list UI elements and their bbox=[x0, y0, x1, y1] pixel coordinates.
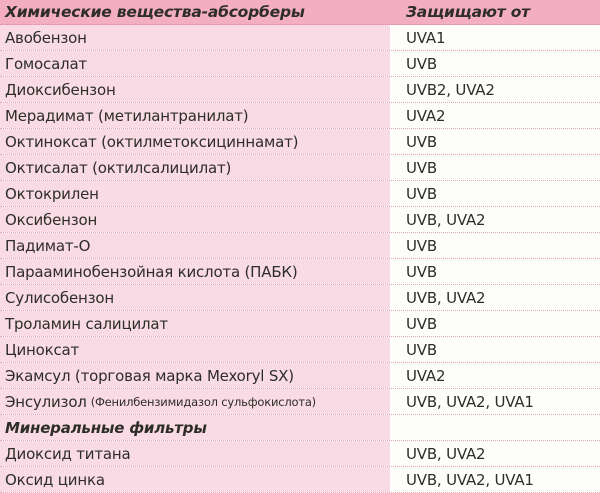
chemical-name: Авобензон bbox=[5, 28, 87, 47]
table-row bbox=[0, 311, 600, 337]
table-header-row bbox=[0, 0, 600, 25]
chemical-name-cell bbox=[0, 467, 390, 492]
chemical-name: Оксид цинка bbox=[5, 470, 105, 489]
chemical-name-cell bbox=[0, 337, 390, 362]
chemical-name-cell bbox=[0, 25, 390, 50]
chemical-name: Экамсул (торговая марка Mexoryl SX) bbox=[5, 366, 294, 385]
protection-cell bbox=[390, 233, 600, 258]
table-row bbox=[0, 155, 600, 181]
table-row bbox=[0, 233, 600, 259]
protection-cell bbox=[390, 285, 600, 310]
table-row bbox=[0, 51, 600, 77]
header-cell-protection bbox=[390, 0, 600, 24]
column-header-chemicals: Химические вещества-абсорберы bbox=[5, 3, 305, 21]
chemical-name-cell bbox=[0, 181, 390, 206]
protection-cell bbox=[390, 103, 600, 128]
chemical-name: Оксибензон bbox=[5, 210, 98, 229]
protection-value: UVA2 bbox=[406, 366, 446, 385]
protection-value: UVB bbox=[406, 132, 437, 151]
chemical-name-cell bbox=[0, 155, 390, 180]
protection-cell bbox=[390, 77, 600, 102]
chemical-name-cell bbox=[0, 363, 390, 388]
protection-cell bbox=[390, 311, 600, 336]
table-row bbox=[0, 25, 600, 51]
section-row bbox=[0, 415, 600, 441]
protection-value: UVB2, UVA2 bbox=[406, 80, 495, 99]
chemical-name-cell bbox=[0, 77, 390, 102]
chemical-name: Диоксибензон bbox=[5, 80, 116, 99]
chemical-name: Диоксид титана bbox=[5, 444, 131, 463]
protection-cell bbox=[390, 259, 600, 284]
protection-value: UVB, UVA2, UVA1 bbox=[406, 470, 534, 489]
chemical-name: Октиноксат (октилметоксициннамат) bbox=[5, 132, 299, 151]
protection-cell bbox=[390, 207, 600, 232]
protection-cell bbox=[390, 25, 600, 50]
table-row bbox=[0, 181, 600, 207]
protection-cell bbox=[390, 129, 600, 154]
chemical-name: Падимат-О bbox=[5, 236, 91, 255]
section-cell-empty bbox=[390, 415, 600, 440]
table-row bbox=[0, 103, 600, 129]
protection-value: UVB bbox=[406, 236, 437, 255]
chemical-name-note: (Фенилбензимидазол сульфокислота) bbox=[90, 394, 316, 409]
protection-value: UVB bbox=[406, 184, 437, 203]
protection-value: UVB, UVA2, UVA1 bbox=[406, 392, 534, 411]
protection-value: UVB bbox=[406, 262, 437, 281]
table-row bbox=[0, 441, 600, 467]
table-row bbox=[0, 259, 600, 285]
protection-cell bbox=[390, 389, 600, 414]
chemical-name-cell bbox=[0, 207, 390, 232]
protection-value: UVB bbox=[406, 340, 437, 359]
chemical-name-cell bbox=[0, 51, 390, 76]
header-cell-chemicals bbox=[0, 0, 390, 24]
protection-cell bbox=[390, 51, 600, 76]
chemical-name: Энсулизол bbox=[5, 392, 87, 411]
protection-cell bbox=[390, 337, 600, 362]
chemical-name: Сулисобензон bbox=[5, 288, 114, 307]
chemical-name: Циноксат bbox=[5, 340, 80, 359]
protection-cell bbox=[390, 181, 600, 206]
protection-cell bbox=[390, 441, 600, 466]
table-row bbox=[0, 337, 600, 363]
chemical-name: Октисалат (октилсалицилат) bbox=[5, 158, 232, 177]
table-row bbox=[0, 467, 600, 493]
protection-cell bbox=[390, 155, 600, 180]
table-row bbox=[0, 77, 600, 103]
chemical-name: Парааминобензойная кислота (ПАБК) bbox=[5, 262, 298, 281]
table-row bbox=[0, 363, 600, 389]
table-row bbox=[0, 207, 600, 233]
chemical-name-cell bbox=[0, 441, 390, 466]
chemical-name-cell bbox=[0, 285, 390, 310]
table-row bbox=[0, 285, 600, 311]
chemical-name: Троламин салицилат bbox=[5, 314, 168, 333]
protection-value: UVB, UVA2 bbox=[406, 288, 486, 307]
table-row bbox=[0, 389, 600, 415]
protection-cell bbox=[390, 467, 600, 492]
chemical-name-cell bbox=[0, 259, 390, 284]
section-title: Минеральные фильтры bbox=[5, 418, 207, 437]
chemical-name-cell bbox=[0, 311, 390, 336]
protection-value: UVA2 bbox=[406, 106, 446, 125]
table-row bbox=[0, 129, 600, 155]
protection-cell bbox=[390, 363, 600, 388]
protection-value: UVB bbox=[406, 54, 437, 73]
protection-value: UVB, UVA2 bbox=[406, 444, 486, 463]
protection-value: UVB bbox=[406, 314, 437, 333]
chemical-name-cell bbox=[0, 129, 390, 154]
chemical-name: Гомосалат bbox=[5, 54, 87, 73]
chemical-name-cell bbox=[0, 389, 390, 414]
chemical-name: Октокрилен bbox=[5, 184, 99, 203]
column-header-protection: Защищают от bbox=[406, 3, 530, 21]
protection-value: UVB, UVA2 bbox=[406, 210, 486, 229]
protection-value: UVA1 bbox=[406, 28, 446, 47]
protection-value: UVB bbox=[406, 158, 437, 177]
chemical-name-cell bbox=[0, 233, 390, 258]
chemical-name: Мерадимат (метилантранилат) bbox=[5, 106, 249, 125]
chemical-name-cell bbox=[0, 103, 390, 128]
section-cell bbox=[0, 415, 390, 440]
